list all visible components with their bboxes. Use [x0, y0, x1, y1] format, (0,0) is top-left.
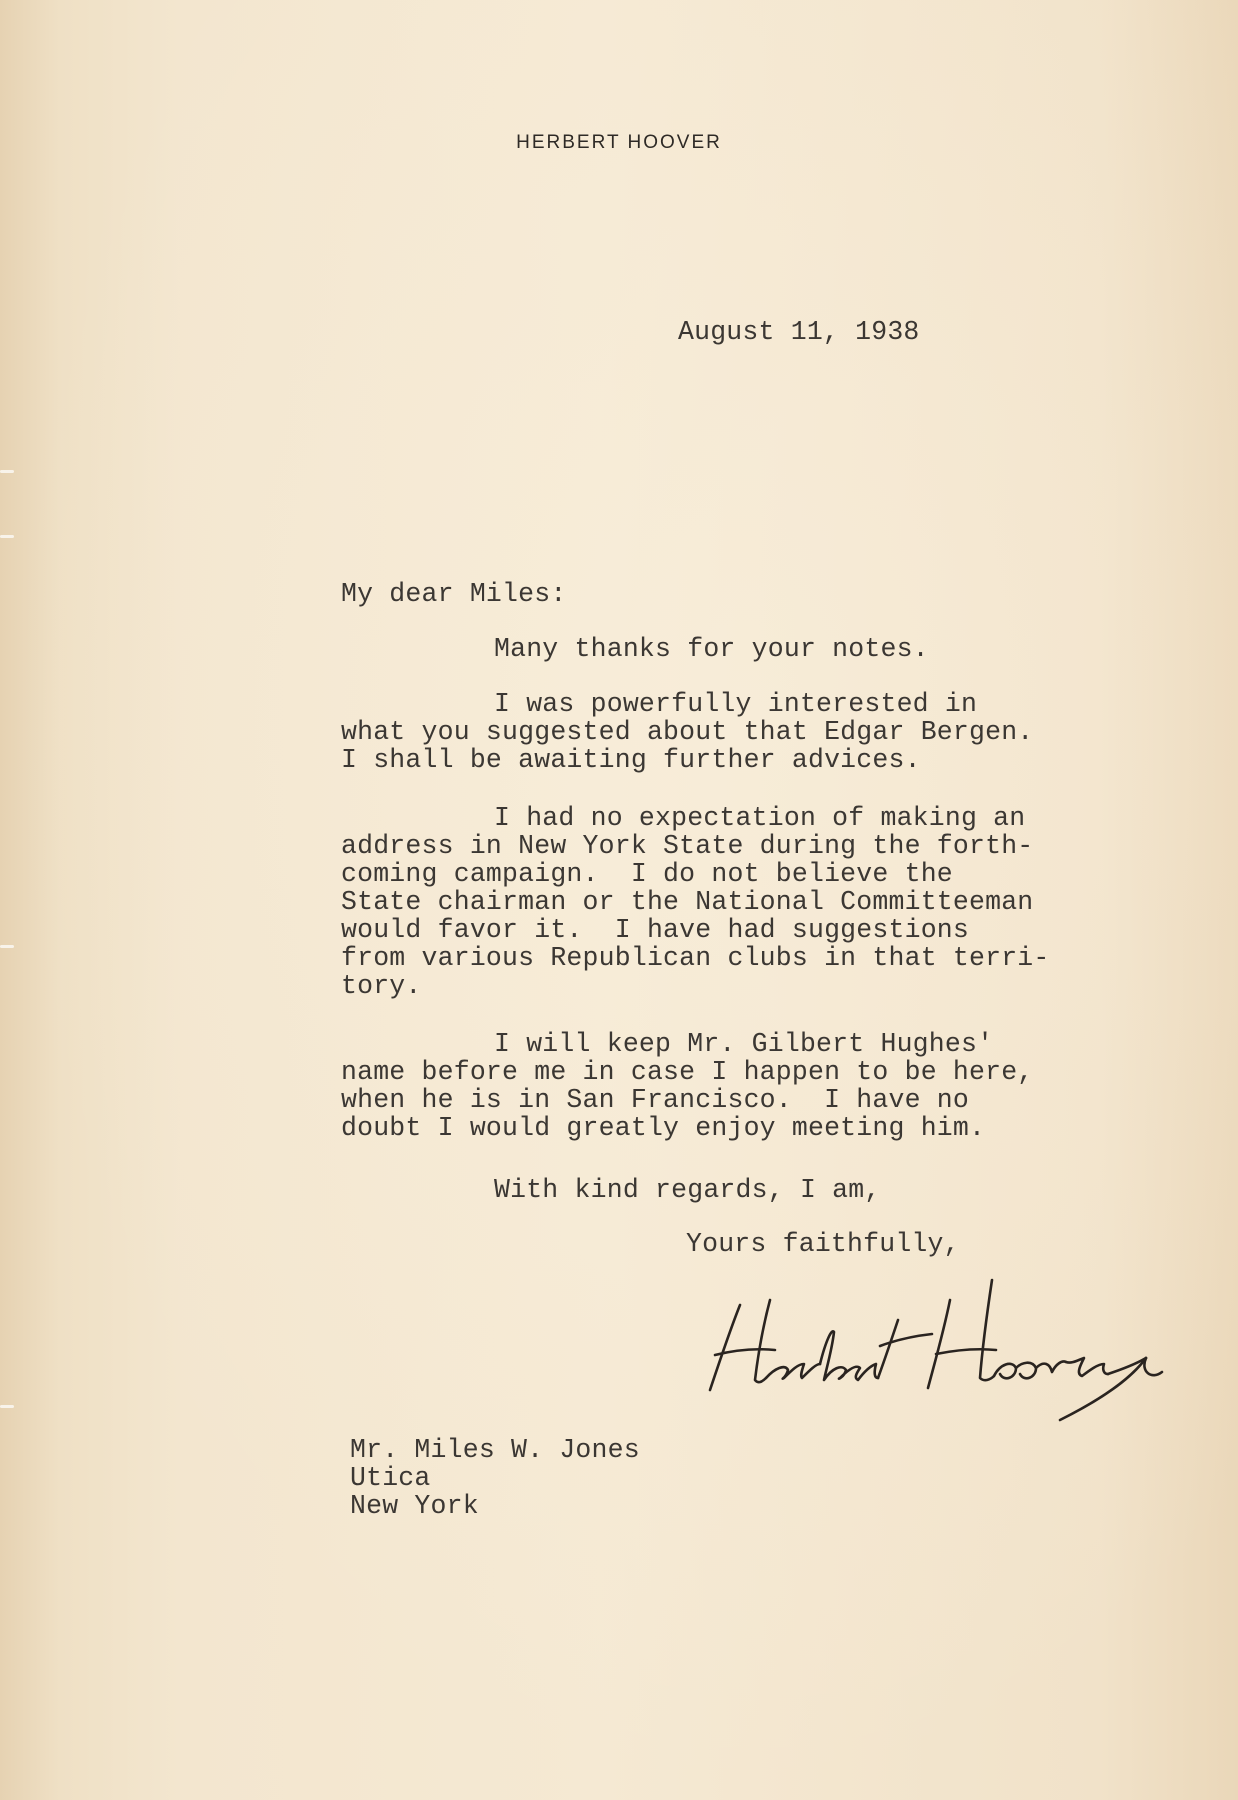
letter-date: August 11, 1938: [678, 317, 920, 347]
paragraph-line: address in New York State during the forth-: [341, 831, 1034, 861]
paragraph-line: With kind regards, I am,: [494, 1175, 881, 1205]
paragraph-line: name before me in case I happen to be here,: [341, 1057, 1034, 1087]
paragraph-line: Many thanks for your notes.: [494, 634, 929, 664]
paragraph-line: I had no expectation of making an: [494, 803, 1026, 833]
paragraph-line: when he is in San Francisco. I have no: [341, 1085, 970, 1115]
paragraph-line: what you suggested about that Edgar Bergen.: [341, 717, 1034, 747]
addressee-line: Mr. Miles W. Jones: [350, 1435, 640, 1465]
binding-mark: [0, 470, 14, 473]
letterhead: HERBERT HOOVER: [516, 132, 722, 153]
paragraph-line: from various Republican clubs in that terri-: [341, 943, 1050, 973]
binding-mark: [0, 535, 14, 538]
paragraph-line: would favor it. I have had suggestions: [341, 915, 970, 945]
signature-image: [700, 1260, 1180, 1430]
paragraph-line: doubt I would greatly enjoy meeting him.: [341, 1113, 986, 1143]
paragraph-line: tory.: [341, 971, 422, 1001]
paragraph-line: coming campaign. I do not believe the: [341, 859, 953, 889]
binding-mark: [0, 945, 14, 948]
addressee-line: Utica: [350, 1463, 431, 1493]
paragraph-line: I shall be awaiting further advices.: [341, 745, 921, 775]
addressee-line: New York: [350, 1491, 479, 1521]
closing: Yours faithfully,: [686, 1229, 960, 1259]
paragraph-line: I was powerfully interested in: [494, 689, 978, 719]
binding-mark: [0, 1405, 14, 1408]
paragraph-line: I will keep Mr. Gilbert Hughes': [494, 1029, 994, 1059]
paragraph-line: State chairman or the National Committeeman: [341, 887, 1034, 917]
salutation: My dear Miles:: [341, 579, 567, 609]
